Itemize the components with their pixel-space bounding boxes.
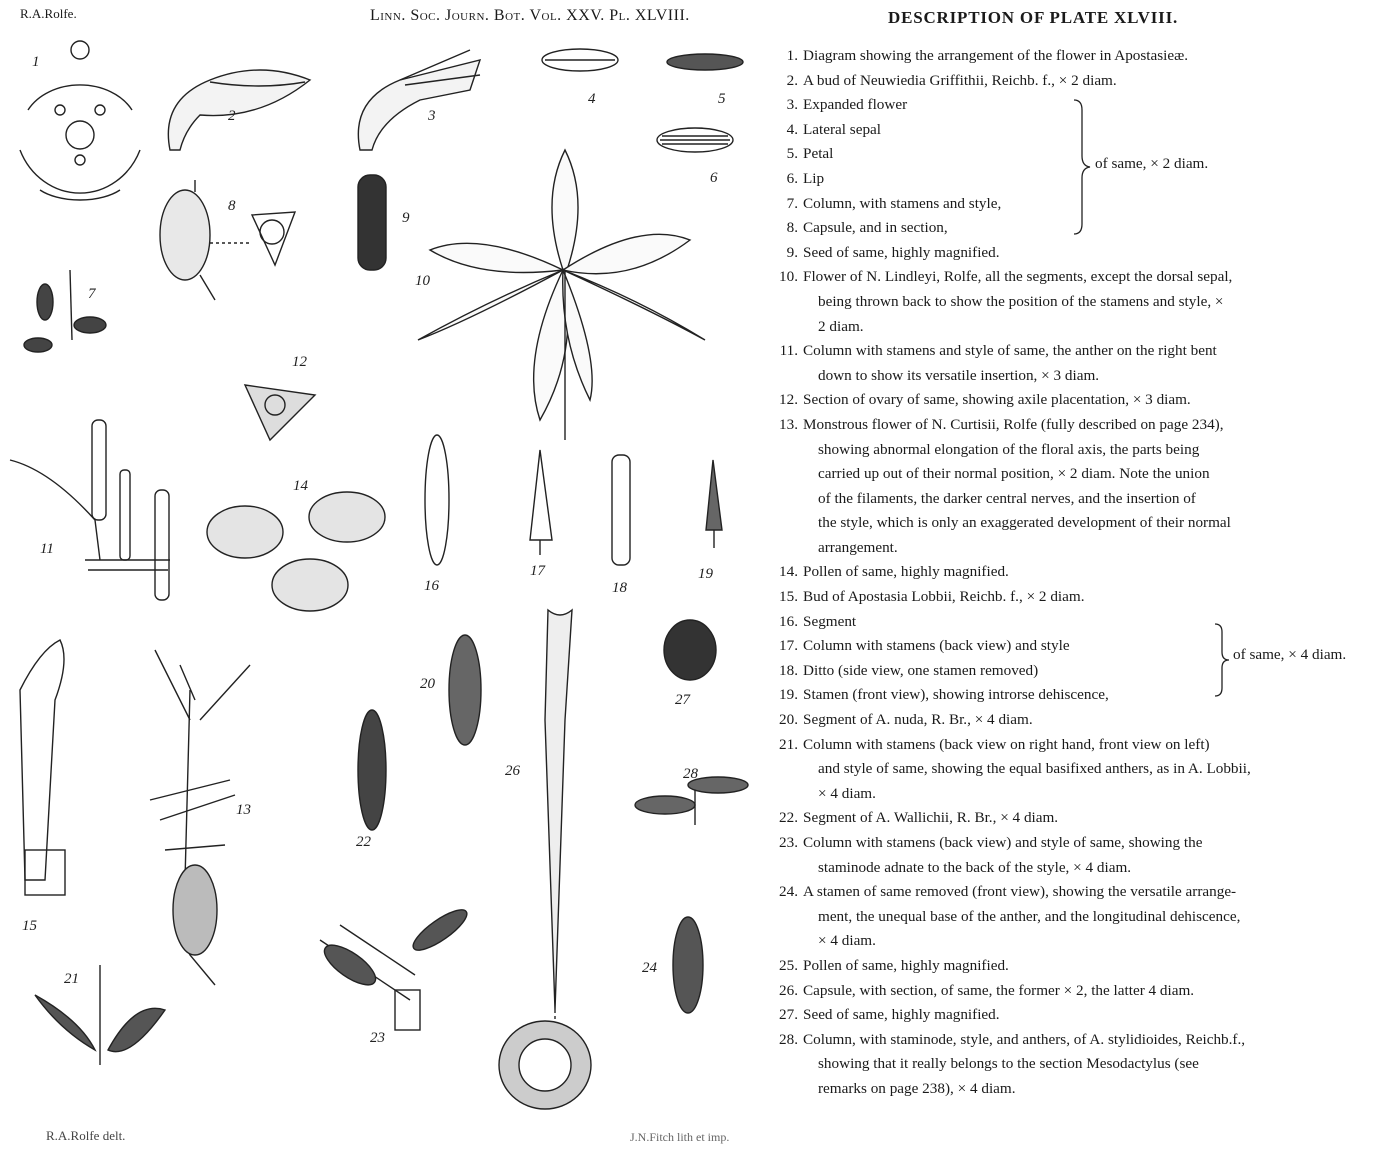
description-text: × 4 diam.	[818, 932, 876, 950]
description-text: arrangement.	[818, 538, 898, 556]
description-text: Column, with staminode, style, and anthers, of A. stylidioides, Reichb.f.,	[803, 1030, 1246, 1048]
description-text: Column, with stamens and style,	[803, 194, 1002, 212]
description-number: 17.	[779, 637, 798, 655]
description-text: Segment	[803, 612, 857, 630]
description-line	[770, 683, 1392, 708]
description-text: the style, which is only an exaggerated development of their normal	[818, 514, 1231, 532]
fig-label-17: 17	[530, 563, 545, 579]
fig-label-13: 13	[236, 802, 251, 818]
description-number: 3.	[786, 96, 798, 114]
fig-27-seed	[664, 620, 716, 680]
fig-21-column	[35, 965, 165, 1065]
description-text: ment, the unequal base of the anther, and the longitudinal dehiscence,	[818, 907, 1241, 925]
description-line	[770, 1052, 1392, 1077]
journal-reference: Linn. Soc. Journ. Bot. Vol. XXV. Pl. XLVIII.	[370, 7, 690, 24]
fig-11-column	[10, 420, 170, 600]
description-line	[770, 1077, 1392, 1102]
description-number: 12.	[779, 391, 798, 409]
description-number: 15.	[779, 588, 798, 606]
description-number: 4.	[786, 120, 798, 138]
fig-label-3: 3	[428, 108, 436, 124]
fig-label-15: 15	[22, 918, 37, 934]
fig-label-23: 23	[370, 1030, 385, 1046]
description-number: 23.	[779, 834, 798, 851]
bracket-group-16-19	[1213, 622, 1231, 698]
fig-23-column	[319, 903, 472, 1030]
fig-13-monstrous-flower	[150, 650, 250, 985]
description-text: being thrown back to show the position of the stamens and style, ×	[818, 292, 1224, 310]
description-line	[770, 364, 1392, 389]
description-number: 1.	[786, 47, 798, 64]
description-line	[770, 757, 1392, 782]
fig-label-5: 5	[718, 91, 726, 107]
description-number: 24.	[779, 883, 798, 901]
fig-label-27: 27	[675, 692, 690, 708]
description-text: Column with stamens and style of same, the anther on the right bent	[803, 342, 1217, 360]
description-text: Monstrous flower of N. Curtisii, Rolfe (fully described on page 234),	[803, 415, 1224, 433]
description-text: A bud of Neuwiedia Griffithii, Reichb. f., × 2 diam.	[803, 71, 1117, 89]
description-text: Diagram showing the arrangement of the flower in Apostasieæ.	[803, 47, 1189, 64]
lithographer-credit: J.N.Fitch lith et imp.	[630, 1130, 730, 1144]
description-line	[770, 954, 1392, 979]
artist-signature-top: R.A.Rolfe.	[20, 6, 77, 21]
description-title: DESCRIPTION OF PLATE XLVIII.	[888, 8, 1179, 27]
description-text: Seed of same, highly magnified.	[803, 1006, 1000, 1024]
bracket-label-16-19: of same, × 4 diam.	[1233, 646, 1347, 663]
description-line	[770, 880, 1392, 905]
description-text: Stamen (front view), showing introrse dehiscence,	[803, 686, 1109, 704]
description-text: Petal	[803, 145, 834, 163]
fig-18-ditto	[612, 455, 630, 565]
description-text: Column with stamens (back view) and style	[803, 637, 1070, 655]
fig-16-segment	[425, 435, 449, 565]
description-number: 10.	[779, 268, 798, 286]
description-line	[770, 265, 1392, 290]
description-number: 18.	[779, 661, 798, 679]
description-number: 2.	[786, 71, 798, 89]
fig-3-expanded-flower	[358, 50, 480, 150]
description-number: 16.	[779, 612, 798, 630]
fig-12-ovary-section	[245, 385, 315, 440]
fig-label-10: 10	[415, 273, 430, 289]
description-text: staminode adnate to the back of the style, × 4 diam.	[818, 858, 1132, 876]
description-number: 5.	[786, 145, 798, 163]
fig-label-21: 21	[64, 971, 79, 987]
description-line	[770, 438, 1392, 463]
fig-19-stamen	[706, 460, 722, 548]
description-text: Segment of A. nuda, R. Br., × 4 diam.	[803, 711, 1033, 729]
fig-label-24: 24	[642, 960, 657, 976]
description-line	[770, 856, 1392, 881]
description-line	[770, 831, 1392, 856]
fig-label-6: 6	[710, 170, 718, 186]
fig-5-petal	[667, 54, 743, 70]
fig-label-1: 1	[32, 54, 40, 70]
description-number: 13.	[779, 415, 798, 433]
description-text: Lip	[803, 169, 825, 187]
description-line	[770, 413, 1392, 438]
description-line	[770, 69, 1392, 94]
fig-label-11: 11	[40, 541, 54, 557]
description-number: 6.	[786, 169, 798, 187]
description-line	[770, 536, 1392, 561]
description-text: Lateral sepal	[803, 120, 881, 138]
description-line	[770, 560, 1392, 585]
description-line	[770, 905, 1392, 930]
description-number: 22.	[779, 809, 798, 827]
description-text: carried up out of their normal position, × 2 diam. Note the union	[818, 465, 1210, 483]
fig-label-16: 16	[424, 578, 439, 594]
bracket-label-3-8: of same, × 2 diam.	[1095, 155, 1209, 172]
fig-7-column	[24, 270, 106, 352]
description-text: Pollen of same, highly magnified.	[803, 563, 1009, 581]
fig-label-8: 8	[228, 198, 236, 214]
description-line	[770, 979, 1392, 1004]
description-text: A stamen of same removed (front view), showing the versatile arrange-	[803, 883, 1237, 901]
description-line	[770, 388, 1392, 413]
description-line	[770, 610, 1392, 635]
description-number: 21.	[779, 735, 798, 753]
fig-22-segment	[358, 710, 386, 830]
description-line	[770, 708, 1392, 733]
description-number: 20.	[779, 711, 798, 729]
description-text: Capsule, with section, of same, the former × 2, the latter 4 diam.	[803, 981, 1195, 999]
description-line	[770, 511, 1392, 536]
fig-10-flower	[418, 150, 705, 440]
description-text: Segment of A. Wallichii, R. Br., × 4 diam.	[803, 809, 1059, 827]
description-number: 26.	[779, 981, 798, 999]
description-text: Section of ovary of same, showing axile placentation, × 3 diam.	[803, 391, 1191, 409]
fig-label-9: 9	[402, 210, 410, 226]
description-line	[770, 44, 1392, 69]
description-text: Column with stamens (back view on right hand, front view on left)	[803, 735, 1210, 753]
fig-label-4: 4	[588, 91, 596, 107]
artist-signature-bottom: R.A.Rolfe delt.	[46, 1128, 126, 1143]
description-number: 14.	[779, 563, 798, 581]
fig-9-seed	[358, 175, 386, 270]
description-line	[770, 782, 1392, 807]
fig-label-26: 26	[505, 763, 520, 779]
description-line	[770, 487, 1392, 512]
description-text: showing abnormal elongation of the floral axis, the parts being	[818, 440, 1200, 458]
description-text: Bud of Apostasia Lobbii, Reichb. f., × 2 diam.	[803, 588, 1085, 606]
description-number: 9.	[786, 243, 798, 261]
description-text: of the filaments, the darker central nerves, and the insertion of	[818, 489, 1196, 507]
description-text: Expanded flower	[803, 96, 908, 114]
description-text: Pollen of same, highly magnified.	[803, 956, 1009, 974]
description-text: remarks on page 238), × 4 diam.	[818, 1079, 1016, 1097]
description-line	[770, 462, 1392, 487]
description-line	[770, 733, 1392, 758]
description-number: 19.	[779, 686, 798, 704]
fig-label-22: 22	[356, 834, 371, 850]
description-line	[770, 1028, 1392, 1053]
description-number: 28.	[779, 1030, 798, 1048]
description-number: 25.	[779, 956, 798, 974]
description-line	[770, 290, 1392, 315]
fig-14-pollen	[207, 492, 385, 611]
description-text: Ditto (side view, one stamen removed)	[803, 661, 1039, 679]
fig-label-28: 28	[683, 766, 698, 782]
description-number: 7.	[786, 194, 798, 212]
description-number: 8.	[786, 219, 798, 237]
fig-17-column	[530, 450, 552, 555]
description-text: Capsule, and in section,	[803, 219, 948, 237]
description-number: 11.	[779, 342, 798, 360]
description-text: showing that it really belongs to the section Mesodactylus (see	[818, 1055, 1199, 1073]
fig-label-12: 12	[292, 354, 307, 370]
description-text: Seed of same, highly magnified.	[803, 243, 1000, 261]
description-line	[770, 806, 1392, 831]
description-text: 2 diam.	[818, 317, 864, 335]
description-line	[770, 1003, 1392, 1028]
fig-label-20: 20	[420, 676, 435, 692]
fig-28-column	[635, 777, 748, 825]
fig-label-7: 7	[88, 286, 96, 302]
fig-2-bud	[168, 70, 310, 150]
fig-26-capsule	[499, 610, 591, 1109]
fig-label-14: 14	[293, 478, 308, 494]
fig-24-stamen	[673, 917, 703, 1013]
description-number: 27.	[779, 1006, 798, 1024]
bracket-group-3-8	[1072, 98, 1092, 236]
fig-label-19: 19	[698, 566, 713, 582]
fig-label-2: 2	[228, 108, 236, 124]
description-line	[770, 929, 1392, 954]
description-line	[770, 241, 1392, 266]
fig-label-18: 18	[612, 580, 627, 596]
description-text: and style of same, showing the equal basifixed anthers, as in A. Lobbii,	[818, 760, 1251, 778]
description-line	[770, 585, 1392, 610]
fig-20-segment	[449, 635, 481, 745]
fig-15-bud	[20, 640, 65, 895]
description-text: down to show its versatile insertion, × 3 diam.	[818, 366, 1100, 384]
description-text: Column with stamens (back view) and style of same, showing the	[803, 834, 1203, 851]
description-text: Flower of N. Lindleyi, Rolfe, all the segments, except the dorsal sepal,	[803, 268, 1233, 286]
description-line	[770, 339, 1392, 364]
description-text: × 4 diam.	[818, 784, 876, 802]
description-line	[770, 315, 1392, 340]
